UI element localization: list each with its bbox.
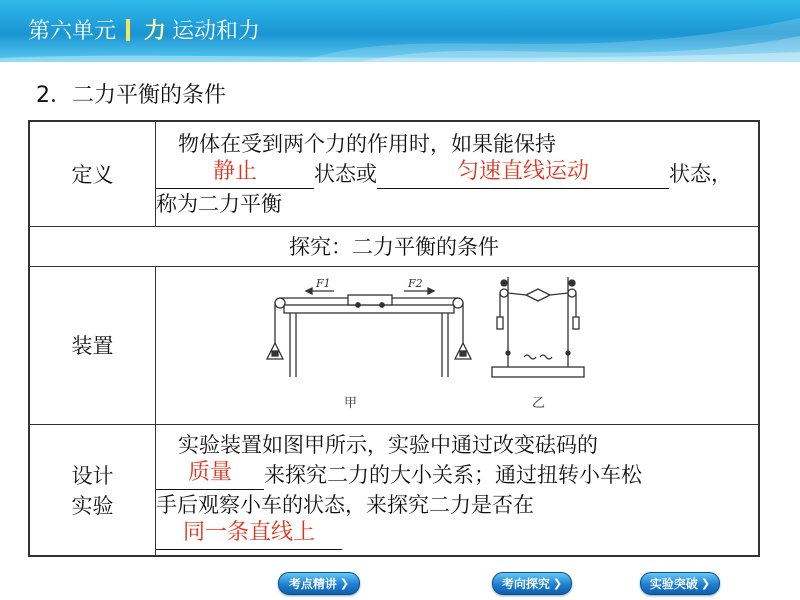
force1-label: F1 xyxy=(316,276,331,290)
figure-b-caption: 乙 xyxy=(532,395,546,411)
design-line4 xyxy=(156,520,758,550)
definition-label: 定义 xyxy=(29,121,156,226)
nav-button-experiment-label: 实验突破 xyxy=(649,577,698,591)
nav-button-key-points[interactable] xyxy=(278,572,360,595)
pulley-b-right xyxy=(568,289,576,297)
explore-header: 探究：二力平衡的条件 xyxy=(29,226,759,266)
figure-a-caption: 甲 xyxy=(344,395,358,411)
unit-label: 第六单元 xyxy=(28,19,117,44)
force-arrowhead-right xyxy=(428,288,434,294)
design-label xyxy=(29,424,156,556)
clamp-left xyxy=(501,280,507,286)
design-line3: 手后观察小车的状态，来探究二力是否在 xyxy=(156,492,534,517)
blank-same-line xyxy=(156,521,342,550)
design-line1: 实验装置如图甲所示，实验中通过改变砝码的 xyxy=(178,432,598,457)
apparatus-row xyxy=(29,266,759,424)
string-b-right xyxy=(550,293,568,295)
chevron-right-icon: ❯ xyxy=(552,577,563,590)
nav-button-experiment[interactable] xyxy=(640,572,720,595)
figure-a xyxy=(267,288,471,377)
pulley-b-left xyxy=(500,289,508,297)
chevron-right-icon: ❯ xyxy=(700,577,711,590)
card xyxy=(526,289,550,301)
answer-static: 静止 xyxy=(212,158,257,184)
answer-mass: 质量 xyxy=(187,459,232,485)
design-label-line1: 设计 xyxy=(71,463,114,488)
title-divider xyxy=(126,19,130,41)
definition-content xyxy=(156,121,760,226)
force-arrowhead-left xyxy=(306,288,312,294)
chevron-right-icon: ❯ xyxy=(339,577,350,590)
explore-header-row xyxy=(29,226,759,266)
stand-knob-left xyxy=(506,351,510,355)
design-row xyxy=(29,424,759,556)
design-line2-rest: 来探究二力的大小关系；通过扭转小车松 xyxy=(264,462,642,487)
cart-wheel-left xyxy=(356,302,360,306)
table-top xyxy=(284,305,454,313)
string-b-left xyxy=(508,293,526,295)
apparatus-label: 装置 xyxy=(29,266,156,424)
apparatus-figure-cell xyxy=(156,266,760,424)
blank-mass xyxy=(156,461,264,490)
topic-bold: 力 xyxy=(144,19,167,44)
answer-same-line: 同一条直线上 xyxy=(182,519,315,545)
content-table xyxy=(28,120,760,557)
weight-left-mark xyxy=(272,351,278,356)
weight-b-right xyxy=(573,317,579,329)
pulley-left xyxy=(275,298,285,308)
pulley-right xyxy=(453,298,463,308)
definition-line1: 物体在受到两个力的作用时，如果能保持 xyxy=(178,131,556,156)
definition-middle: 状态或 xyxy=(314,161,377,186)
topic-label: 运动和力 xyxy=(172,19,261,44)
nav-button-exploration-label: 考向探究 xyxy=(501,577,550,591)
definition-line2 xyxy=(156,159,758,189)
stand-knob-right xyxy=(566,351,570,355)
answer-uniform-motion: 匀速直线运动 xyxy=(456,158,589,184)
nav-button-key-points-label: 考点精讲 xyxy=(288,577,337,591)
nav-button-exploration[interactable] xyxy=(492,572,572,595)
figure-b xyxy=(492,277,584,377)
design-line2 xyxy=(156,460,758,490)
blank-static xyxy=(156,160,314,189)
blank-uniform-motion xyxy=(377,160,669,189)
cart-wheel-right xyxy=(380,302,384,306)
section-title: 2．二力平衡的条件 xyxy=(36,83,226,108)
spare-weights-right xyxy=(540,355,552,359)
weight-b-left xyxy=(497,317,503,329)
clamp-right xyxy=(569,280,575,286)
apparatus-figure xyxy=(156,267,756,419)
definition-row xyxy=(29,121,759,226)
spare-weights-left xyxy=(524,355,536,359)
design-label-line2: 实验 xyxy=(71,493,114,518)
definition-end: 状态， xyxy=(669,161,732,186)
force2-label: F2 xyxy=(408,276,423,290)
weight-right-mark xyxy=(460,351,466,356)
header-banner xyxy=(0,0,800,62)
cart xyxy=(348,295,392,305)
design-content xyxy=(156,424,760,556)
definition-line3: 称为二力平衡 xyxy=(156,191,282,216)
unit-title xyxy=(28,14,260,45)
stand-base xyxy=(492,367,584,377)
